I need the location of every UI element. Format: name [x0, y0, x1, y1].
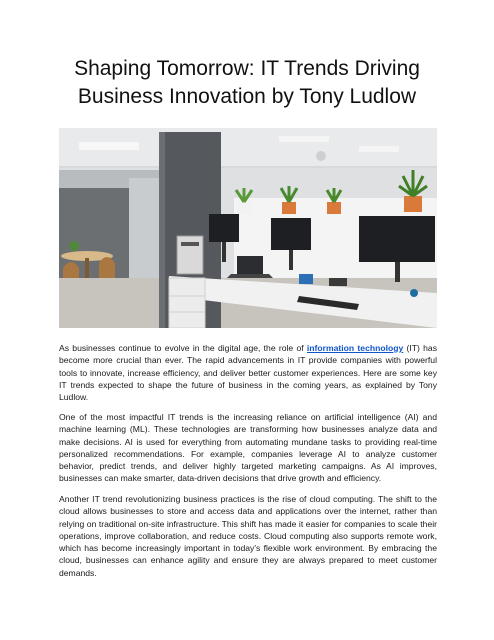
office-photo-illustration	[59, 128, 437, 328]
office-photo	[59, 128, 437, 328]
intro-paragraph	[59, 342, 437, 403]
page-title: Shaping Tomorrow: IT Trends Driving Business Innovation by Tony Ludlow	[74, 57, 420, 108]
information-technology-link[interactable]: information technology	[306, 343, 404, 353]
intro-text-before-link: As businesses continue to evolve in the digital age, the role of	[59, 343, 307, 353]
intro-text-after-link: (IT) has become more crucial than ever. The rapid advancements in IT provide companies with powerful tools to innovate, increase efficiency, and deliver better customer experiences. Here are some key IT trends expected to shape the future of business in the coming years, as explained by Tony Ludlow.	[59, 343, 438, 403]
ai-ml-paragraph: One of the most impactful IT trends is the increasing reliance on artificial intelligence (AI) and machine learning (ML). These technologies are transforming how businesses analyze data and make decisions. AI is used for everything from automating mundane tasks to providing real-time personalized recommendations. For example, companies leverage AI to analyze customer behavior, predict trends, and deliver highly targeted marketing campaigns. As AI improves, businesses can make smarter, data-driven decisions that drive growth and efficiency.	[59, 412, 437, 484]
cloud-computing-paragraph: Another IT trend revolutionizing business practices is the rise of cloud computing. The shift to the cloud allows businesses to store and access data and applications over the internet, rather than relying on traditional on-site infrastructure. This shift has made it easier for companies to scale their operations, improve collaboration, and reduce costs. Cloud computing also supports remote work, which has become increasingly important in today's flexible work environment. By embracing the cloud, businesses can enhance agility and ensure they are always prepared to meet customer demands.	[59, 494, 437, 578]
